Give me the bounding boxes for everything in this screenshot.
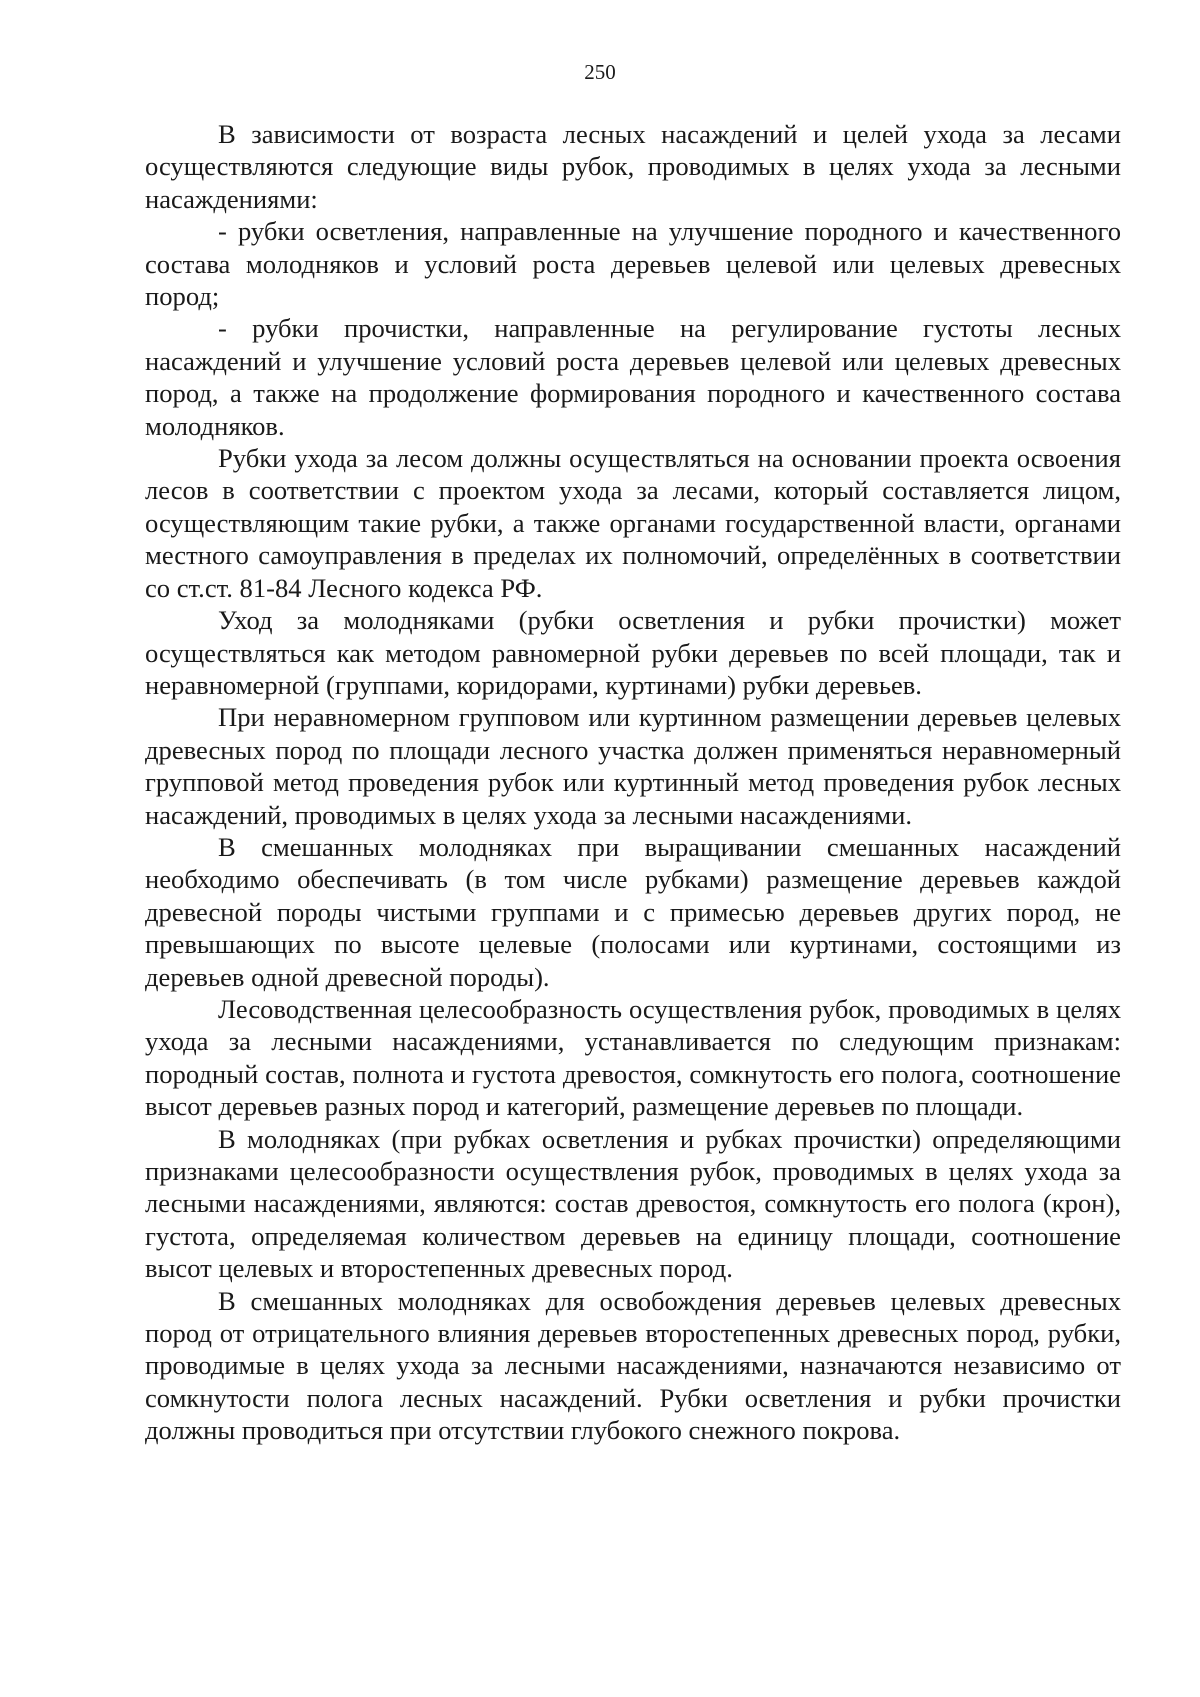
paragraph-determining-criteria: В молодняках (при рубках осветления и рубках прочистки) определяющими признаками целесообразности осуществления рубок, проводимых в целях ухода за лесными насаждениями, являются: состав древостоя, сомкнутость его полога (крон), густота, определяемая количеством деревьев на единицу площади, соотношение высот целевых и второстепенных древесных пород. — [145, 1123, 1121, 1284]
paragraph-legal-basis: Рубки ухода за лесом должны осуществляться на основании проекта освоения лесов в соответствии с проектом ухода за лесами, который составляется лицом, осуществляющим такие рубки, а также органами государственной власти, органами местного самоуправления в пределах их полномочий, определённых в соответствии со ст.ст. 81-84 Лесного кодекса РФ. — [145, 443, 1121, 603]
paragraph-uneven-placement: При неравномерном групповом или куртинном размещении деревьев целевых древесных пород по площади лесного участка должен применяться неравномерный групповой метод проведения рубок или куртинный метод проведения рубок лесных насаждений, проводимых в целях ухода за лесными насаждениями. — [145, 702, 1121, 830]
paragraph-silvicultural-expediency: Лесоводственная целесообразность осуществления рубок, проводимых в целях ухода за лесными насаждениями, устанавливается по следующим признакам: породный состав, полнота и густота древостоя, сомкнутость его полога, соотношение высот деревьев разных пород и категорий, размещение деревьев по площади. — [145, 993, 1121, 1122]
paragraph-young-stand-care: Уход за молодняками (рубки осветления и рубки прочистки) может осуществляться как методом равномерной рубки деревьев по всей площади, так и неравномерной (группами, коридорами, куртинами) рубки деревьев. — [145, 605, 1121, 700]
paragraph-mixed-young-stands: В смешанных молодняках при выращивании смешанных насаждений необходимо обеспечивать (в том числе рубками) размещение деревьев каждой древесной породы чистыми группами и с примесью деревьев других пород, не превышающих по высоте целевые (полосами или куртинами, состоящими из деревьев одной древесной породы). — [145, 831, 1121, 992]
paragraph-release-of-target-species: В смешанных молодняках для освобождения деревьев целевых древесных пород от отрицательного влияния деревьев второстепенных древесных пород, рубки, проводимые в целях ухода за лесными насаждениями, назначаются независимо от сомкнутости полога лесных насаждений. Рубки осветления и рубки прочистки должны проводиться при отсутствии глубокого снежного покрова. — [145, 1285, 1121, 1446]
paragraph-cleaning-cuttings: - рубки прочистки, направленные на регулирование густоты лесных насаждений и улучшение условий роста деревьев целевой или целевых древесных пород, а также на продолжение формирования породного и качественного состава молодняков. — [145, 313, 1121, 441]
paragraph-clearing-cuttings: - рубки осветления, направленные на улучшение породного и качественного состава молодняков и условий роста деревьев целевой или целевых древесных пород; — [145, 216, 1121, 312]
paragraph-felling-types-intro: В зависимости от возраста лесных насаждений и целей ухода за лесами осуществляются следующие виды рубок, проводимых в целях ухода за лесными насаждениями: — [145, 119, 1121, 214]
body-text — [145, 118, 1121, 1447]
page-number: 250 — [584, 60, 616, 84]
